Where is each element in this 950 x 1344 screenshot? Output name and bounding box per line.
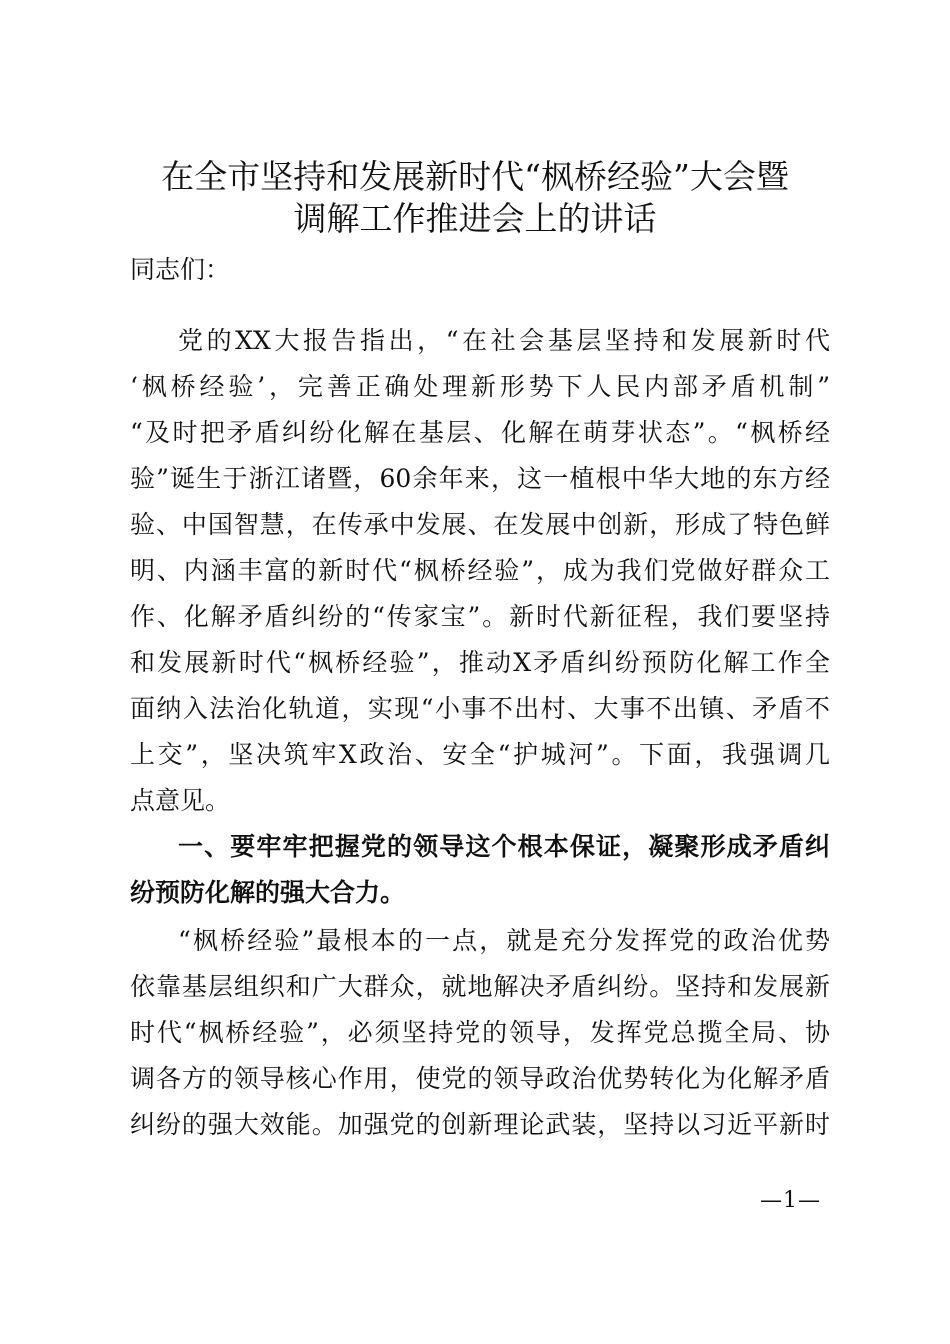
paragraph-line: “及时把矛盾纠纷化解在基层、化解在萌芽状态”。“枫桥经 <box>130 418 830 447</box>
paragraph-line: 验”诞生于浙江诸暨，60余年来，这一植根中华大地的东方经 <box>130 464 830 493</box>
paragraph-line: 验、中国智慧，在传承中发展、在发展中创新，形成了特色鲜 <box>130 510 830 539</box>
paragraph-line: 作、化解矛盾纠纷的“传家宝”。新时代新征程，我们要坚持 <box>130 602 830 631</box>
paragraph-line: 面纳入法治化轨道，实现“小事不出村、大事不出镇、矛盾不 <box>130 694 830 723</box>
paragraph-1 <box>130 318 830 824</box>
document-title-line-1: 在全市坚持和发展新时代“枫桥经验”大会暨 <box>161 157 789 196</box>
paragraph-line: 和发展新时代“枫桥经验”，推动X矛盾纠纷预防化解工作全 <box>130 648 830 677</box>
greeting: 同志们： <box>130 255 231 284</box>
paragraph-line: 明、内涵丰富的新时代“枫桥经验”，成为我们党做好群众工 <box>130 556 830 585</box>
paragraph-line: “枫桥经验”最根本的一点，就是充分发挥党的政治优势 <box>178 926 830 955</box>
paragraph-line: ‘枫桥经验’，完善正确处理新形势下人民内部矛盾机制” <box>130 372 830 401</box>
page-number: —1— <box>760 1188 821 1213</box>
paragraph-line: 纠纷的强大效能。加强党的创新理论武装，坚持以习近平新时 <box>130 1110 830 1139</box>
paragraph-line: 依靠基层组织和广大群众，就地解决矛盾纠纷。坚持和发展新 <box>130 972 830 1001</box>
paragraph-line: 上交”，坚决筑牢X政治、安全“护城河”。下面，我强调几 <box>130 740 830 769</box>
paragraph-line: 点意见。 <box>130 786 231 815</box>
paragraph-line: 党的XX大报告指出，“在社会基层坚持和发展新时代 <box>178 326 830 355</box>
heading-line: 纷预防化解的强大合力。 <box>130 878 406 907</box>
document-title-line-2: 调解工作推进会上的讲话 <box>293 199 657 238</box>
paragraph-2 <box>130 918 830 1148</box>
heading-line: 一、要牢牢把握党的领导这个根本保证，凝聚形成矛盾纠 <box>178 832 830 861</box>
paragraph-line: 调各方的领导核心作用，使党的领导政治优势转化为化解矛盾 <box>130 1064 830 1093</box>
paragraph-line: 时代“枫桥经验”，必须坚持党的领导，发挥党总揽全局、协 <box>130 1018 830 1047</box>
section-heading-1 <box>130 824 830 916</box>
